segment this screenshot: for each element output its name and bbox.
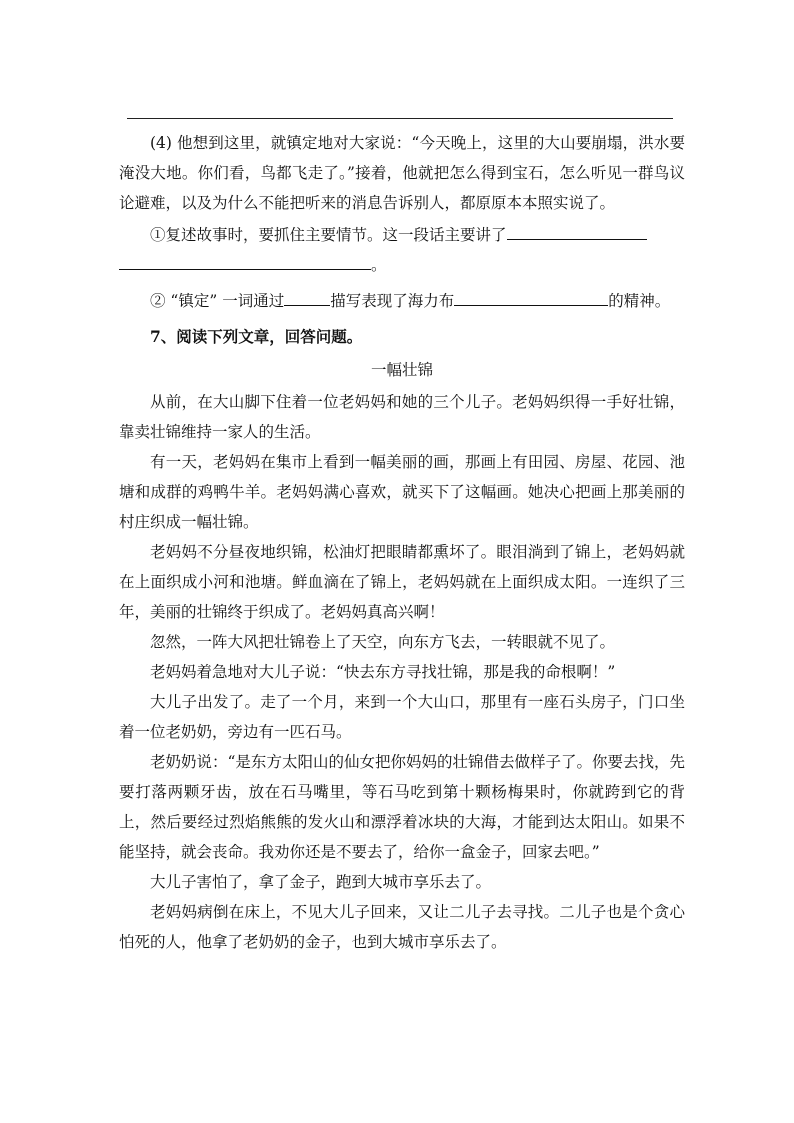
story-title: 一幅壮锦 — [370, 361, 433, 379]
q4-sub1-end: 。 — [371, 256, 387, 274]
header-rule — [127, 118, 673, 119]
answer-blank-1[interactable] — [507, 222, 647, 240]
answer-blank-3[interactable] — [284, 288, 330, 306]
q4-sub2-part3: 的精神。 — [608, 292, 671, 310]
q4-sub2-part2: 描写表现了海力布 — [330, 292, 455, 310]
q4-sub1 — [119, 220, 685, 250]
q4-sub2 — [119, 286, 685, 316]
answer-blank-4[interactable] — [454, 288, 608, 306]
story-paragraph: 老妈妈病倒在床上，不见大儿子回来，又让二儿子去寻找。二儿子也是个贪心怕死的人，他拿了老奶奶的金子，也到大城市享乐去了。 — [119, 903, 685, 951]
story-paragraph: 老妈妈不分昼夜地织锦，松油灯把眼睛都熏坏了。眼泪淌到了锦上，老妈妈就在上面织成小河和池塘。鲜血滴在了锦上，老妈妈就在上面织成太阳。一连织了三年，美丽的壮锦终于织成了。老妈妈真高兴啊！ — [119, 543, 685, 621]
story-paragraph: 大儿子害怕了，拿了金子，跑到大城市享乐去了。 — [150, 873, 492, 891]
q4-sub1-text: ①复述故事时，要抓住主要情节。这一段话主要讲了 — [150, 226, 507, 244]
q7-heading: 7、阅读下列文章，回答问题。 — [150, 327, 363, 346]
story-paragraph: 有一天，老妈妈在集市上看到一幅美丽的画，那画上有田园、房屋、花园、池塘和成群的鸡鸭牛羊。老妈妈满心喜欢，就买下了这幅画。她决心把画上那美丽的村庄织成一幅壮锦。 — [119, 453, 685, 531]
q4-paragraph: (4) 他想到这里，就镇定地对大家说：“今天晚上，这里的大山要崩塌，洪水要淹没大地。你们看，鸟都飞走了。”接着，他就把怎么得到宝石，怎么听见一群鸟议论避难，以及为什么不能把听来的消息告诉别人，都原原本本照实说了。 — [119, 134, 685, 212]
q4-sub1-line2 — [119, 250, 685, 280]
story-paragraph: 从前，在大山脚下住着一位老妈妈和她的三个儿子。老妈妈织得一手好壮锦，靠卖壮锦维持一家人的生活。 — [119, 393, 685, 441]
story-paragraph: 忽然，一阵大风把壮锦卷上了天空，向东方飞去，一转眼就不见了。 — [150, 633, 616, 651]
story-paragraph: 老妈妈着急地对大儿子说：“快去东方寻找壮锦，那是我的命根啊！” — [150, 663, 616, 681]
answer-blank-2[interactable] — [119, 252, 371, 270]
story-paragraph: 老奶奶说：“是东方太阳山的仙女把你妈妈的壮锦借去做样子了。你要去找，先要打落两颗牙齿，放在石马嘴里，等石马吃到第十颗杨梅果时，你就跨到它的背上，然后要经过烈焰熊熊的发火山和漂浮着冰块的大海，才能到达太阳山。如果不能坚持，就会丧命。我劝你还是不要去了，给你一盒金子，回家去吧。” — [119, 753, 685, 861]
story-paragraph: 大儿子出发了。走了一个月，来到一个大山口，那里有一座石头房子，门口坐着一位老奶奶，旁边有一匹石马。 — [119, 693, 685, 741]
document-body — [119, 128, 685, 957]
q4-sub2-part1: ② “镇定” 一词通过 — [150, 292, 285, 310]
